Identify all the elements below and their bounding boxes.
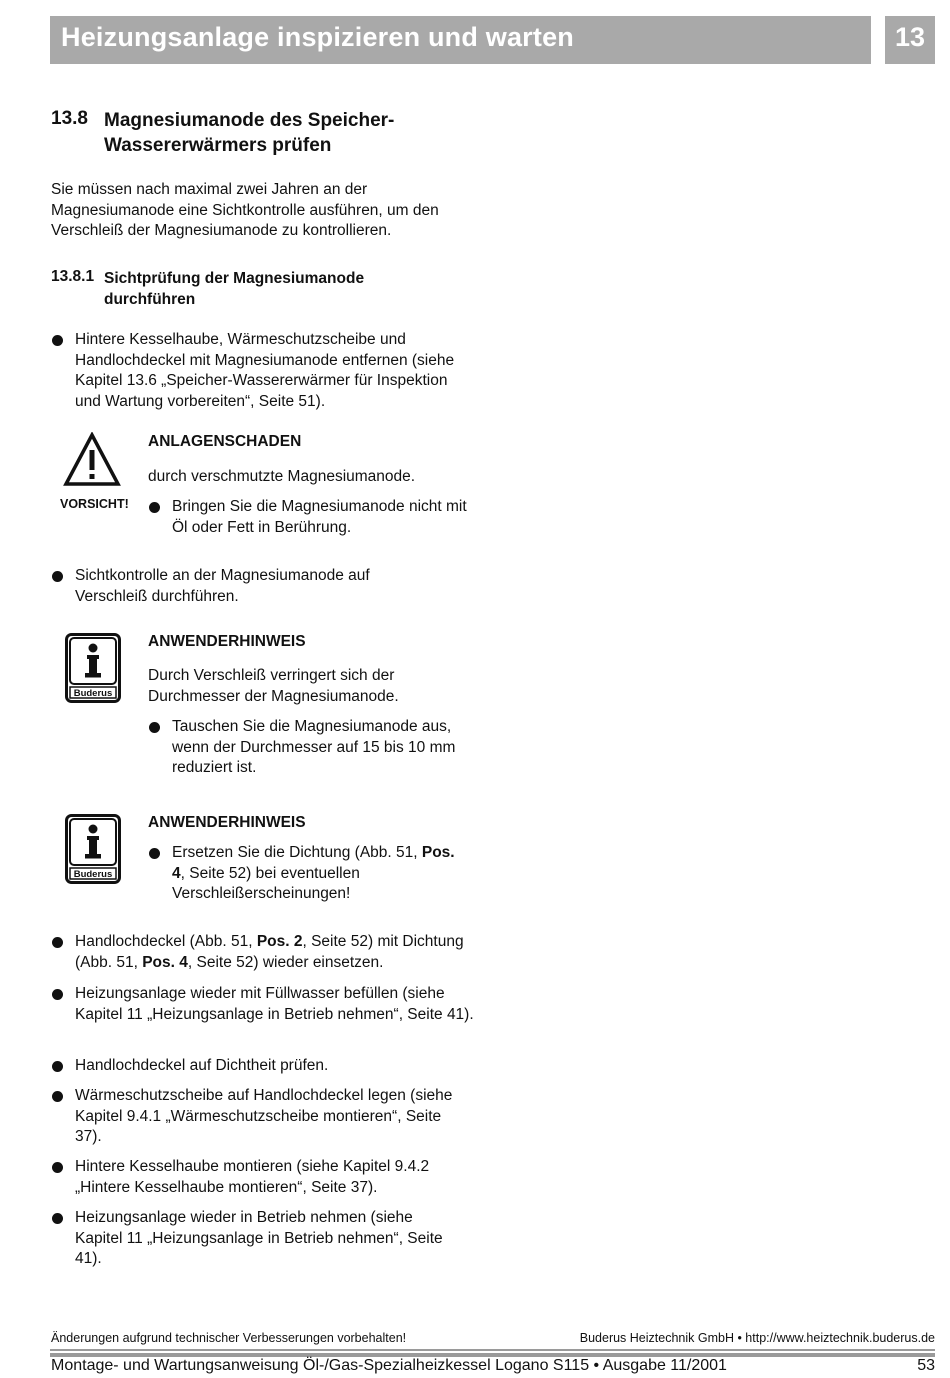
bullet-icon xyxy=(52,1061,63,1072)
warning-title: ANLAGENSCHADEN xyxy=(148,433,302,450)
bullet-icon xyxy=(52,335,63,346)
bullet-icon xyxy=(52,937,63,948)
warning-triangle-icon xyxy=(63,432,121,488)
bullet-icon xyxy=(52,989,63,1000)
svg-text:Buderus: Buderus xyxy=(73,688,113,699)
step-restart: Heizungsanlage wieder in Betrieb nehmen (siehe Kapitel 11 „Heizungsanlage in Betrieb nehmen“, Seite 41). xyxy=(75,1209,443,1267)
caution-label: VORSICHT! xyxy=(60,497,129,511)
bullet-icon xyxy=(52,1162,63,1173)
step-mount-hood: Hintere Kesselhaube montieren (siehe Kapitel 9.4.2 „Hintere Kesselhaube montieren“, Seite 37). xyxy=(75,1158,430,1196)
step-check-seal: Handlochdeckel auf Dichtheit prüfen. xyxy=(75,1057,329,1074)
subsection-number: 13.8.1 xyxy=(51,268,95,285)
note-bullet: Ersetzen Sie die Dichtung (Abb. 51, Pos. 4, Seite 52) bei eventuellen Verschleißerscheinungen! xyxy=(172,844,455,902)
chapter-number: 13 xyxy=(894,22,926,52)
note-bullet: Tauschen Sie die Magnesiumanode aus, wenn der Durchmesser auf 15 bis 10 mm reduziert ist. xyxy=(172,718,456,776)
step-fill-water: Heizungsanlage wieder mit Füllwasser befüllen (siehe Kapitel 11 „Heizungsanlage in Betrieb nehmen“, Seite 41). xyxy=(75,985,474,1023)
page-header-title: Heizungsanlage inspizieren und warten xyxy=(61,22,574,52)
footer-notice: Änderungen aufgrund technischer Verbesserungen vorbehalten! xyxy=(51,1331,407,1345)
footer-divider xyxy=(50,1349,935,1351)
warning-bullet: Bringen Sie die Magnesiumanode nicht mit Öl oder Fett in Berührung. xyxy=(172,498,467,536)
info-icon xyxy=(65,633,121,703)
note-title: ANWENDERHINWEIS xyxy=(148,633,306,650)
footer-document-title: Montage- und Wartungsanweisung Öl-/Gas-Spezialheizkessel Logano S115 • Ausgabe 11/2001 xyxy=(51,1357,727,1374)
note-title: ANWENDERHINWEIS xyxy=(148,814,306,831)
bullet-icon xyxy=(149,848,160,859)
bullet-icon xyxy=(149,502,160,513)
page-number: 53 xyxy=(917,1357,935,1374)
note-text: Durch Verschleiß verringert sich der Durchmesser der Magnesiumanode. xyxy=(148,667,399,705)
subsection-title: Sichtprüfung der Magnesiumanode durchführen xyxy=(104,270,365,308)
warning-text: durch verschmutzte Magnesiumanode. xyxy=(148,468,416,485)
svg-text:Buderus: Buderus xyxy=(73,869,113,880)
bullet-icon xyxy=(52,1213,63,1224)
step-remove-parts: Hintere Kesselhaube, Wärmeschutzscheibe und Handlochdeckel mit Magnesiumanode entfernen (siehe Kapitel 13.6 „Speicher-Wassererwärmer für Inspektion und Wartung vorbereiten“, Seite 51). xyxy=(75,331,455,410)
step-insert-cover: Handlochdeckel (Abb. 51, Pos. 2, Seite 52) mit Dichtung (Abb. 51, Pos. 4, Seite 52) wieder einsetzen. xyxy=(75,933,464,971)
step-visual-check: Sichtkontrolle an der Magnesiumanode auf Verschleiß durchführen. xyxy=(75,567,370,605)
footer-company: Buderus Heiztechnik GmbH • http://www.heiztechnik.buderus.de xyxy=(579,1331,935,1345)
bullet-icon xyxy=(149,722,160,733)
bullet-icon xyxy=(52,571,63,582)
step-place-disc: Wärmeschutzscheibe auf Handlochdeckel legen (siehe Kapitel 9.4.1 „Wärmeschutzscheibe montieren“, Seite 37). xyxy=(75,1087,453,1145)
intro-paragraph: Sie müssen nach maximal zwei Jahren an der Magnesiumanode eine Sichtkontrolle ausführen, um den Verschleiß der Magnesiumanode zu kontrollieren. xyxy=(51,181,439,239)
section-number: 13.8 xyxy=(51,108,88,129)
bullet-icon xyxy=(52,1091,63,1102)
section-title: Magnesiumanode des Speicher-Wassererwärmers prüfen xyxy=(104,110,395,156)
info-icon xyxy=(65,814,121,884)
